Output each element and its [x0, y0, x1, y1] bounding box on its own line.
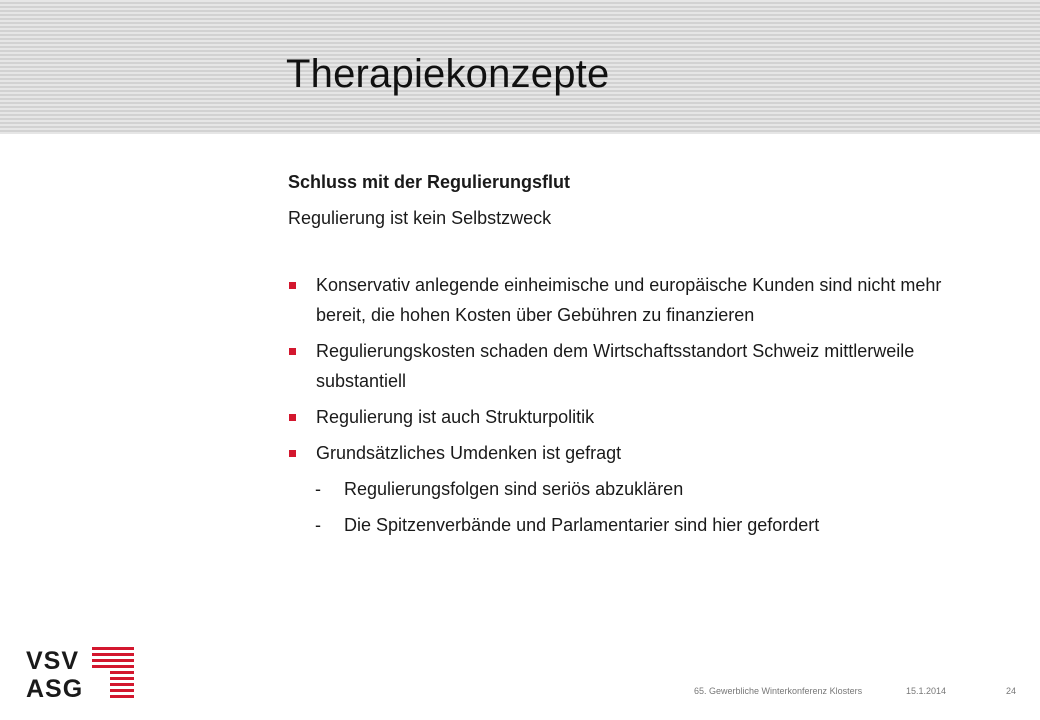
footer-event: 65. Gewerbliche Winterkonferenz Klosters — [694, 686, 863, 696]
dash-marker: - — [315, 515, 321, 535]
bullet-item — [288, 270, 988, 330]
bullet-text: Konservativ anlegende einheimische und europäische Kunden sind nicht mehr bereit, die hohen Kosten über Gebühren zu finanzieren — [316, 275, 942, 325]
sub-bullet-text: Die Spitzenverbände und Parlamentarier sind hier gefordert — [344, 515, 820, 535]
bullet-list — [288, 270, 988, 468]
square-bullet-icon — [289, 450, 296, 457]
square-bullet-icon — [289, 348, 296, 355]
square-bullet-icon — [289, 282, 296, 289]
bullet-text: Regulierung ist auch Strukturpolitik — [316, 407, 595, 427]
logo-line2: ASG — [26, 675, 84, 699]
square-bullet-icon — [289, 414, 296, 421]
logo-line1: VSV — [26, 647, 80, 675]
footer-page-number: 24 — [1006, 686, 1017, 696]
bullet-text: Grundsätzliches Umdenken ist gefragt — [316, 443, 622, 463]
vsv-asg-logo — [26, 645, 138, 704]
bullet-item — [288, 402, 988, 432]
bullet-text: Regulierungskosten schaden dem Wirtschaftsstandort Schweiz mittlerweile substantiell — [316, 341, 915, 391]
logo-stripes — [92, 647, 134, 698]
vsv-asg-logo-icon — [26, 645, 138, 699]
bullet-item — [288, 336, 988, 396]
slide-title: Therapiekonzepte — [286, 52, 610, 96]
slide-heading: Schluss mit der Regulierungsflut — [288, 172, 571, 192]
bullet-item — [288, 438, 988, 468]
footer-date: 15.1.2014 — [906, 686, 947, 696]
sub-bullet-item — [288, 474, 988, 504]
slide-content — [288, 168, 988, 546]
sub-bullet-list — [288, 474, 988, 540]
sub-bullet-item — [288, 510, 988, 540]
sub-bullet-text: Regulierungsfolgen sind seriös abzuklären — [344, 479, 684, 499]
dash-marker: - — [315, 479, 321, 499]
slide-subheading: Regulierung ist kein Selbstzweck — [288, 208, 552, 228]
